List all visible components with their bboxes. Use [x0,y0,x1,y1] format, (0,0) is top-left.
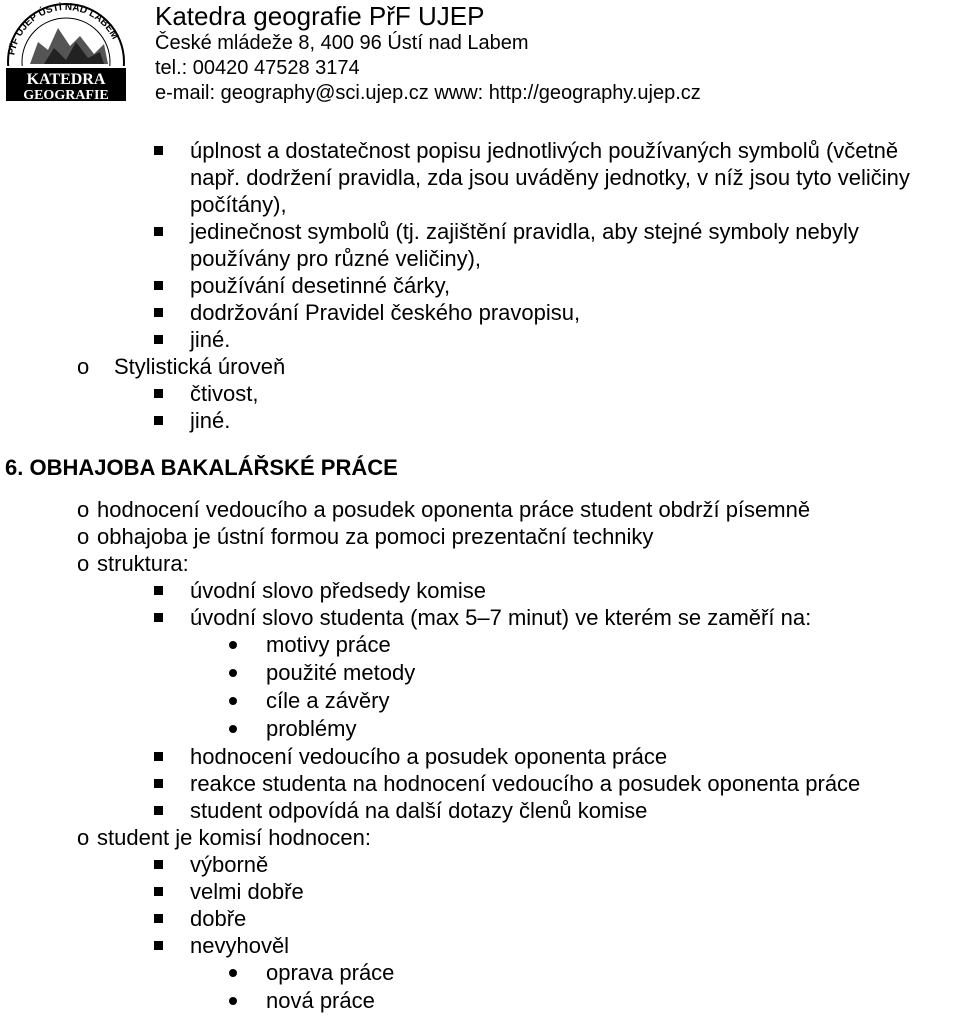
round-bullet-icon [229,725,237,733]
list-item-heading: Stylistická úroveň [114,354,286,379]
header-contact: e-mail: geography@sci.ujep.cz www: http://geography.ujep.cz [155,82,701,104]
list-item-continuation: např. dodržení pravidla, zda jsou uváděny jednotky, v níž jsou tyto veličiny [190,165,910,190]
header-phone: tel.: 00420 47528 3174 [155,57,360,79]
list-item: oprava práce [266,960,395,985]
logo-line-geografie: GEOGRAFIE [23,88,109,102]
header-title: Katedra geografie PřF UJEP [155,1,485,31]
list-item: hodnocení vedoucího a posudek oponenta práce [190,744,668,769]
list-item: jiné. [190,408,231,433]
section-heading: 6. OBHAJOBA BAKALÁŘSKÉ PRÁCE [5,455,398,480]
list-item: hodnocení vedoucího a posudek oponenta práce student obdrží písemně [97,497,811,522]
square-bullet-icon [154,752,163,761]
list-item: dodržování Pravidel českého pravopisu, [190,300,581,325]
circle-bullet-icon: o [77,524,90,549]
square-bullet-icon [154,806,163,815]
square-bullet-icon [154,887,163,896]
round-bullet-icon [229,641,237,649]
square-bullet-icon [154,227,163,236]
circle-bullet-icon: o [77,354,90,379]
list-item: čtivost, [190,381,259,406]
list-item: obhajoba je ústní formou za pomoci prezentační techniky [97,524,654,549]
department-logo [4,2,128,102]
round-bullet-icon [229,997,237,1005]
round-bullet-icon [229,969,237,977]
list-item: nevyhověl [190,933,290,958]
square-bullet-icon [154,586,163,595]
square-bullet-icon [154,416,163,425]
square-bullet-icon [154,914,163,923]
list-item: problémy [266,716,357,741]
list-item-continuation: počítány), [190,192,287,217]
list-item-continuation: používány pro různé veličiny), [190,246,482,271]
list-item: úvodní slovo předsedy komise [190,578,486,603]
round-bullet-icon [229,669,237,677]
list-item: úvodní slovo studenta (max 5–7 minut) ve kterém se zaměří na: [190,605,812,630]
list-item: jiné. [190,327,231,352]
list-item: použité metody [266,660,416,685]
square-bullet-icon [154,613,163,622]
list-item: úplnost a dostatečnost popisu jednotlivých používaných symbolů (včetně [190,138,899,163]
list-item: používání desetinné čárky, [190,273,451,298]
round-bullet-icon [229,697,237,705]
square-bullet-icon [154,146,163,155]
list-item: výborně [190,852,269,877]
square-bullet-icon [154,308,163,317]
square-bullet-icon [154,281,163,290]
list-item: reakce studenta na hodnocení vedoucího a posudek oponenta práce [190,771,861,796]
logo-line-katedra: KATEDRA [26,71,106,88]
list-item: cíle a závěry [266,688,390,713]
circle-bullet-icon: o [77,825,90,850]
list-item: struktura: [97,551,189,576]
list-item: motivy práce [266,632,391,657]
list-item: velmi dobře [190,879,304,904]
circle-bullet-icon: o [77,497,90,522]
header-address: České mládeže 8, 400 96 Ústí nad Labem [155,32,529,54]
list-item: dobře [190,906,247,931]
list-item: jedinečnost symbolů (tj. zajištění pravidla, aby stejné symboly nebyly [190,219,859,244]
square-bullet-icon [154,335,163,344]
list-item: student je komisí hodnocen: [97,825,371,850]
square-bullet-icon [154,860,163,869]
square-bullet-icon [154,941,163,950]
list-item: nová práce [266,988,375,1013]
logo-arc-text: PřF UJEP ÚSTÍ NAD LABEM [6,2,121,57]
square-bullet-icon [154,779,163,788]
square-bullet-icon [154,389,163,398]
list-item: student odpovídá na další dotazy členů komise [190,798,648,823]
circle-bullet-icon: o [77,551,90,576]
